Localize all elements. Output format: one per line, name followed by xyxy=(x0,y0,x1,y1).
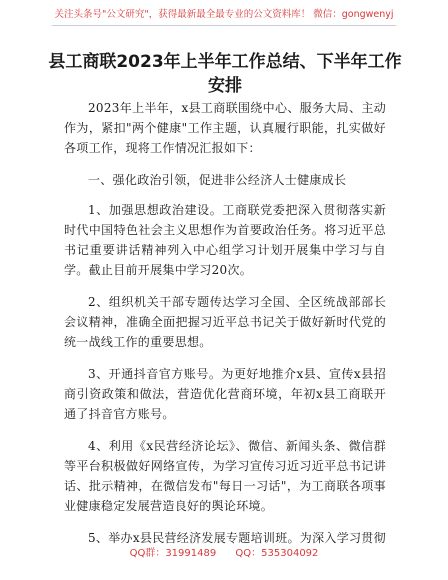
footer-qq-group: QQ群：31991489 xyxy=(129,548,217,559)
intro-paragraph: 2023年上半年，x县工商联围绕中心、服务大局、主动作为，紧扣"两个健康"工作主题，认真履行职能，扎实做好各项工作，现将工作情况汇报如下： xyxy=(64,101,386,155)
title-line-1: 县工商联2023年上半年工作总结、下半年工作 xyxy=(48,52,402,72)
paragraph-item-1: 1、加强思想政治建设。工商联党委把深入贯彻落实新时代中国特色社会主义思想作为首要政治任务。将习近平总书记重要讲话精神列入中心组学习计划开展集中学习与自学。截止目前开展集中学习20次。 xyxy=(64,203,386,277)
document-title xyxy=(40,50,410,98)
paragraph-item-2: 2、组织机关干部专题传达学习全国、全区统战部部长会议精神，准确全面把握习近平总书记关于做好新时代党的统一战线工作的重要思想。 xyxy=(64,295,386,349)
title-line-2: 安排 xyxy=(208,76,242,96)
paragraph-item-4: 4、利用《x民营经济论坛》、微信、新闻头条、微信群等平台积极做好网络宣传，为学习宣传习近习近平总书记讲话、批示精神，在微信发布"每日一习话"，为工商联各项事业健康稳定发展营造良好的舆论环境。 xyxy=(64,439,386,513)
paragraph-item-3: 3、开通抖音官方账号。为更好地推介x县、宣传x县招商引资政策和做法，营造优化营商环境，年初x县工商联开通了抖音官方账号。 xyxy=(64,367,386,421)
document-body xyxy=(64,98,386,560)
paragraph-item-5: 5、举办x县民营经济发展专题培训班。为深入学习贯彻 xyxy=(88,531,386,545)
footer-qq: QQ：535304092 xyxy=(235,548,319,559)
promo-banner: 关注头条号"公文研究"，获得最新最全最专业的公文资料库！ 微信：gongwenyj xyxy=(52,6,396,26)
footer-contact xyxy=(0,544,448,559)
section-heading: 一、强化政治引领，促进非公经济人士健康成长 xyxy=(88,173,347,187)
